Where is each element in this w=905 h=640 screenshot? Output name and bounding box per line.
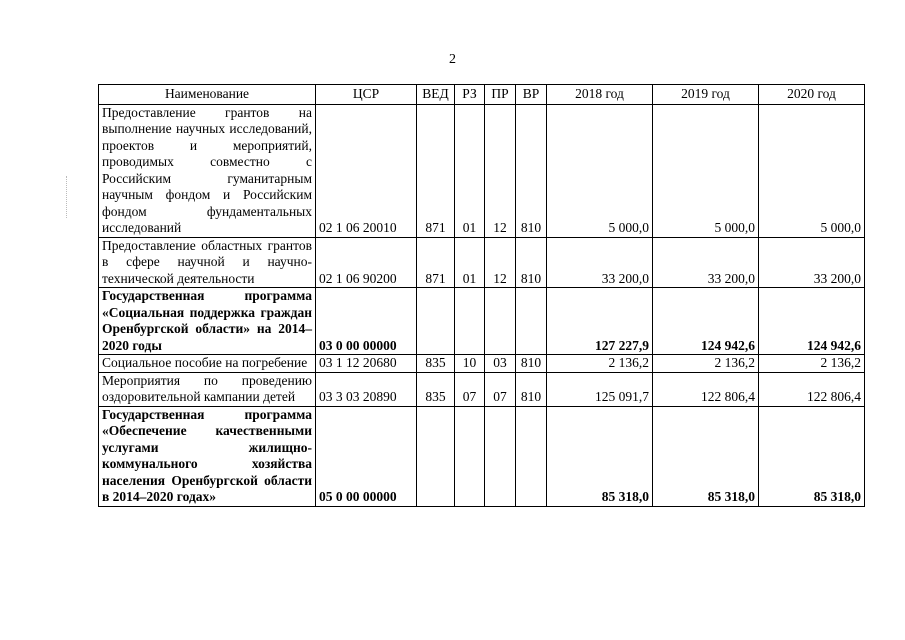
row-rz xyxy=(455,288,485,355)
row-2020: 33 200,0 xyxy=(759,237,865,288)
row-ved xyxy=(417,288,455,355)
row-vr: 810 xyxy=(516,104,547,237)
row-vr: 810 xyxy=(516,372,547,406)
row-pr xyxy=(485,288,516,355)
row-ved: 835 xyxy=(417,372,455,406)
row-ved: 835 xyxy=(417,355,455,373)
row-pr: 12 xyxy=(485,237,516,288)
page-number: 2 xyxy=(449,52,456,67)
col-header-csr: ЦСР xyxy=(316,85,417,105)
row-2018: 33 200,0 xyxy=(547,237,653,288)
table-row-program xyxy=(99,406,865,506)
row-rz: 10 xyxy=(455,355,485,373)
row-csr: 03 0 00 00000 xyxy=(316,288,417,355)
row-vr: 810 xyxy=(516,355,547,373)
row-name: Социальное пособие на погребение xyxy=(99,355,316,373)
row-2018: 5 000,0 xyxy=(547,104,653,237)
row-csr: 05 0 00 00000 xyxy=(316,406,417,506)
row-2019: 85 318,0 xyxy=(653,406,759,506)
row-2018: 127 227,9 xyxy=(547,288,653,355)
row-csr: 03 1 12 20680 xyxy=(316,355,417,373)
row-2020: 5 000,0 xyxy=(759,104,865,237)
col-header-ved: ВЕД xyxy=(417,85,455,105)
row-name: Мероприятия по проведению оздоровительной кампании детей xyxy=(99,372,316,406)
col-header-2019: 2019 год xyxy=(653,85,759,105)
row-2020: 122 806,4 xyxy=(759,372,865,406)
row-csr: 02 1 06 20010 xyxy=(316,104,417,237)
row-rz: 01 xyxy=(455,104,485,237)
col-header-vr: ВР xyxy=(516,85,547,105)
row-name: Государственная программа «Социальная поддержка граждан Оренбургской области» на 2014–2020 годы xyxy=(99,288,316,355)
row-name: Предоставление грантов на выполнение научных исследований, проектов и мероприятий, проводимых совместно с Российским гуманитарным научным фондом и Российским фондом фундаментальных исследований xyxy=(99,104,316,237)
row-2018: 2 136,2 xyxy=(547,355,653,373)
col-header-pr: ПР xyxy=(485,85,516,105)
row-rz: 01 xyxy=(455,237,485,288)
row-2020: 85 318,0 xyxy=(759,406,865,506)
row-vr: 810 xyxy=(516,237,547,288)
row-2019: 2 136,2 xyxy=(653,355,759,373)
table-row xyxy=(99,355,865,373)
row-2019: 5 000,0 xyxy=(653,104,759,237)
row-ved xyxy=(417,406,455,506)
row-pr: 07 xyxy=(485,372,516,406)
row-pr: 12 xyxy=(485,104,516,237)
row-2020: 124 942,6 xyxy=(759,288,865,355)
col-header-2018: 2018 год xyxy=(547,85,653,105)
col-header-rz: РЗ xyxy=(455,85,485,105)
row-rz: 07 xyxy=(455,372,485,406)
row-2018: 85 318,0 xyxy=(547,406,653,506)
row-2019: 122 806,4 xyxy=(653,372,759,406)
header-row xyxy=(99,85,865,105)
row-csr: 03 3 03 20890 xyxy=(316,372,417,406)
row-pr: 03 xyxy=(485,355,516,373)
row-2019: 124 942,6 xyxy=(653,288,759,355)
row-2018: 125 091,7 xyxy=(547,372,653,406)
col-header-name: Наименование xyxy=(99,85,316,105)
margin-mark xyxy=(66,176,70,218)
row-vr xyxy=(516,288,547,355)
row-name: Государственная программа «Обеспечение качественными услугами жилищно-коммунального хозяйства населения Оренбургской области в 2014–2020 годах» xyxy=(99,406,316,506)
table-row xyxy=(99,372,865,406)
row-csr: 02 1 06 90200 xyxy=(316,237,417,288)
table-row xyxy=(99,104,865,237)
row-name: Предоставление областных грантов в сфере научной и научно-технической деятельности xyxy=(99,237,316,288)
row-rz xyxy=(455,406,485,506)
row-2019: 33 200,0 xyxy=(653,237,759,288)
table-row-program xyxy=(99,288,865,355)
row-2020: 2 136,2 xyxy=(759,355,865,373)
budget-table xyxy=(98,84,865,507)
table-row xyxy=(99,237,865,288)
row-ved: 871 xyxy=(417,237,455,288)
row-vr xyxy=(516,406,547,506)
row-pr xyxy=(485,406,516,506)
col-header-2020: 2020 год xyxy=(759,85,865,105)
row-ved: 871 xyxy=(417,104,455,237)
